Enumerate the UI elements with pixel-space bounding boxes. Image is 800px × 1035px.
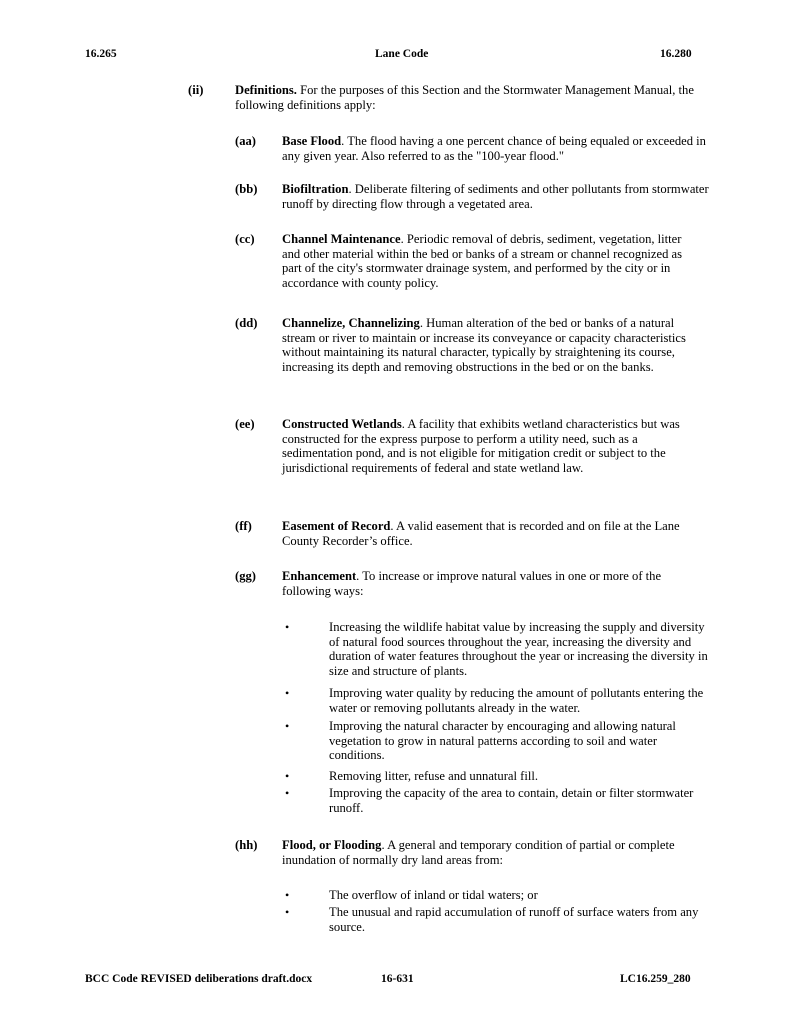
- bullet-icon: •: [285, 905, 290, 919]
- definition-text: . A valid easement that is recorded and on file at the Lane County Recorder’s office.: [282, 519, 680, 548]
- section-intro: [235, 83, 705, 112]
- header-section-end: 16.280: [660, 48, 692, 60]
- definition-label: (cc): [235, 232, 255, 246]
- bullet-icon: •: [285, 786, 290, 800]
- definition-label: (gg): [235, 569, 256, 583]
- definition-text: . Human alteration of the bed or banks of a natural stream or river to maintain or increase its conveyance or capacity characteristics without maintaining its natural character, typically by straightening its course, increasing its depth and removing obstructions in the bed or on the banks.: [282, 316, 686, 374]
- definition-label: (bb): [235, 182, 258, 196]
- enhancement-bullet-item: Improving the capacity of the area to contain, detain or filter stormwater runoff.: [329, 786, 694, 815]
- definition-enhancement: [282, 569, 710, 598]
- footer-page-number: 16-631: [381, 973, 414, 985]
- flood-bullet-item: The overflow of inland or tidal waters; or: [329, 888, 538, 902]
- section-intro-text: For the purposes of this Section and the Stormwater Management Manual, the following definitions apply:: [235, 83, 694, 112]
- bullet-icon: •: [285, 620, 290, 634]
- definition-term: Enhancement: [282, 569, 357, 583]
- definition-channelize: [282, 316, 702, 374]
- bullet-icon: •: [285, 719, 290, 733]
- definition-term: Biofiltration: [282, 182, 349, 196]
- bullet-icon: •: [285, 888, 290, 902]
- enhancement-bullet-item: Removing litter, refuse and unnatural fill.: [329, 769, 538, 783]
- definition-term: Channelize, Channelizing: [282, 316, 420, 330]
- enhancement-bullet-item: Increasing the wildlife habitat value by increasing the supply and diversity of natural food sources throughout the year, increasing the diversity and duration of water features throughout the year or increasing the diversity in size and structure of plants.: [329, 620, 708, 678]
- definition-label: (ee): [235, 417, 255, 431]
- bullet-icon: •: [285, 769, 290, 783]
- enhancement-bullet-item: Improving water quality by reducing the amount of pollutants entering the water or removing pollutants already in the water.: [329, 686, 704, 715]
- definition-term: Channel Maintenance: [282, 232, 401, 246]
- definition-term: Easement of Record: [282, 519, 391, 533]
- definition-base-flood: [282, 134, 710, 163]
- definition-easement-of-record: [282, 519, 702, 548]
- definition-channel-maintenance: [282, 232, 702, 290]
- definition-biofiltration: [282, 182, 710, 211]
- enhancement-bullet-item: Improving the natural character by encouraging and allowing natural vegetation to grow in natural patterns according to soil and water conditions.: [329, 719, 676, 762]
- definition-term: Base Flood: [282, 134, 342, 148]
- section-term: Definitions.: [235, 83, 297, 97]
- section-label: (ii): [188, 83, 204, 97]
- flood-bullet-item: The unusual and rapid accumulation of runoff of surface waters from any source.: [329, 905, 699, 934]
- bullet-icon: •: [285, 686, 290, 700]
- header-section-start: 16.265: [85, 48, 117, 60]
- definition-text: . A general and temporary condition of partial or complete inundation of normally dry land areas from:: [282, 838, 675, 867]
- definition-text: . Deliberate filtering of sediments and other pollutants from stormwater runoff by directing flow through a vegetated area.: [282, 182, 709, 211]
- header-title: Lane Code: [375, 48, 429, 60]
- definition-constructed-wetlands: [282, 417, 702, 475]
- definition-label: (aa): [235, 134, 256, 148]
- definition-flood: [282, 838, 702, 867]
- footer-document-code: LC16.259_280: [620, 973, 691, 985]
- definition-text: . The flood having a one percent chance of being equaled or exceeded in any given year. Also referred to as the "100-year flood.": [282, 134, 706, 163]
- definition-text: . Periodic removal of debris, sediment, vegetation, litter and other material within the bed or banks of a stream or channel recognized as part of the city's stormwater drainage system, and performed by the city or in accordance with county policy.: [282, 232, 683, 290]
- definition-term: Flood, or Flooding: [282, 838, 382, 852]
- definition-label: (hh): [235, 838, 258, 852]
- definition-label: (ff): [235, 519, 252, 533]
- footer-filename: BCC Code REVISED deliberations draft.docx: [85, 973, 313, 985]
- definition-label: (dd): [235, 316, 258, 330]
- definition-text: . To increase or improve natural values in one or more of the following ways:: [282, 569, 662, 598]
- definition-text: . A facility that exhibits wetland characteristics but was constructed for the express purpose to perform a utility need, such as a sedimentation pond, and is not eligible for mitigation credit or subject to the jurisdictional requirements of federal and state wetland law.: [282, 417, 680, 475]
- definition-term: Constructed Wetlands: [282, 417, 402, 431]
